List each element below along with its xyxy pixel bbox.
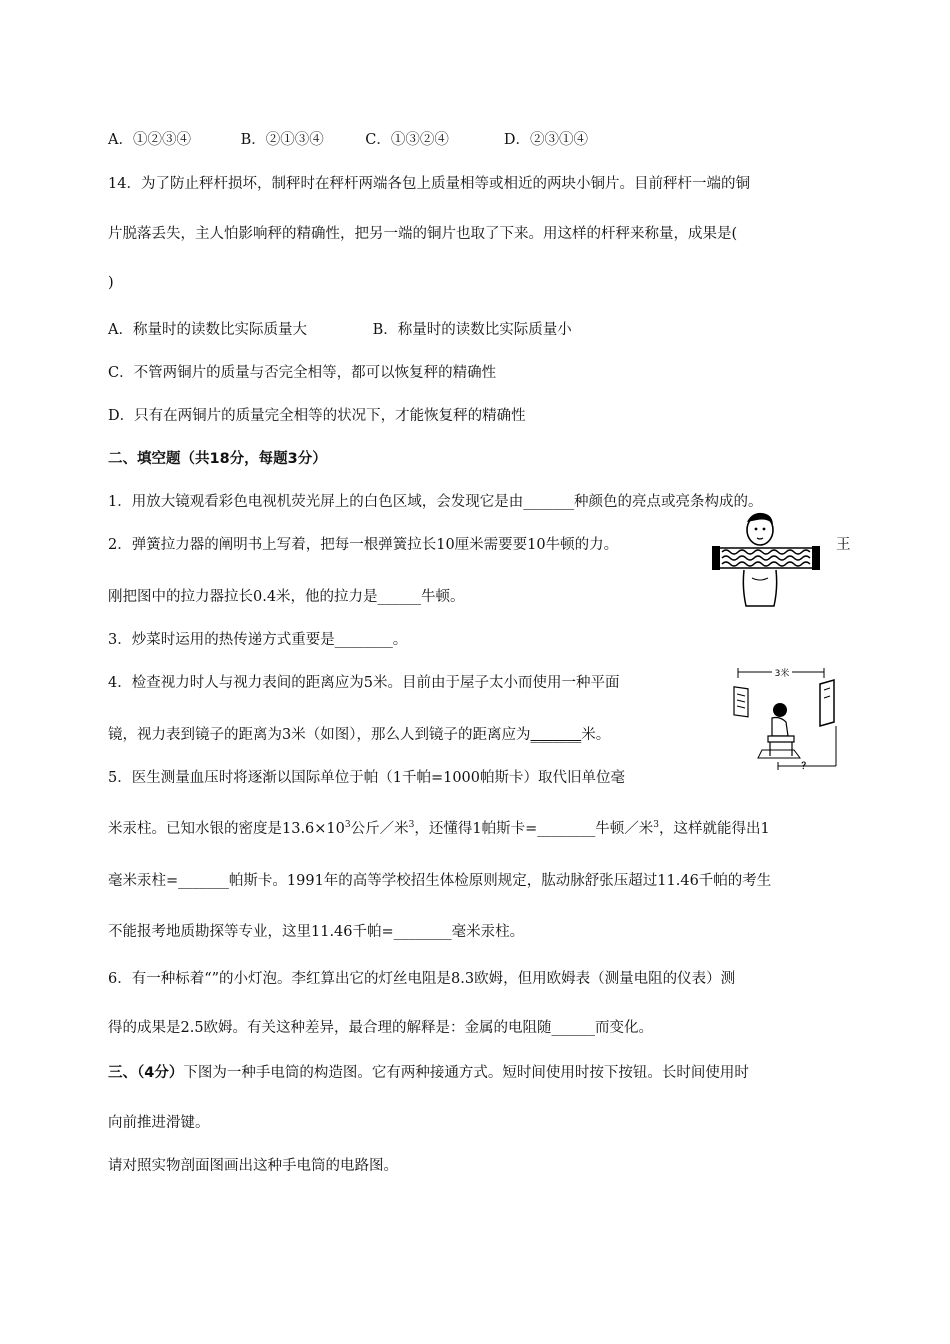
s2-q5-sup3: 3 [653, 820, 659, 831]
q13-option-d: D．②③①④ [503, 132, 588, 148]
q14-line3: ) [108, 275, 114, 291]
section2-title: 二、填空题（共18分，每题3分） [108, 451, 327, 467]
s2-q2-line2: 刚把图中的拉力器拉长0.4米，他的拉力是______牛顿。 [108, 589, 465, 605]
eye-dist-label: 3米 [774, 669, 790, 679]
s2-q5-line2 [108, 817, 770, 838]
q14-option-a: A．称量时的读数比实际质量大 [108, 322, 307, 338]
eye-test-figure [728, 664, 848, 776]
spring-expander-figure [712, 508, 822, 612]
q13-option-a: A．①②③④ [108, 132, 191, 148]
s2-q5-line1: 5．医生测量血压时将逐渐以国际单位于帕（1千帕=1000帕斯卡）取代旧单位毫 [108, 770, 625, 786]
s2-q5-sup1: 3 [344, 820, 351, 831]
q14-option-c: C．不管两铜片的质量与否完全相等，都可以恢复秤的精确性 [108, 365, 497, 381]
s2-q5-part1: 米汞柱。已知水银的密度是13.6×10 [108, 821, 345, 837]
s2-q2-wang: 王 [836, 537, 851, 553]
q14-option-d: D．只有在两铜片的质量完全相等的状况下，才能恢复秤的精确性 [108, 408, 526, 424]
s2-q4-blank: _______ [530, 727, 582, 743]
s2-q4-line2 [108, 723, 610, 744]
s2-q5-part4: ，这样就能得出1 [658, 821, 770, 837]
s3-head: 三、（4分） [108, 1065, 184, 1081]
q14-line2: 片脱落丢失，主人怕影响秤的精确性，把另一端的铜片也取了下来。用这样的杆秤来称量，成果是( [108, 226, 738, 242]
q13-options [108, 128, 588, 149]
s3-line2: 向前推进滑键。 [108, 1115, 210, 1131]
eye-q-label: ？ [801, 762, 811, 772]
s2-q5-part2: 公斤／米 [350, 821, 409, 837]
s2-q3: 3．炒菜时运用的热传递方式重要是________。 [108, 632, 408, 648]
s3-line3: 请对照实物剖面图画出这种手电筒的电路图。 [108, 1158, 398, 1174]
s2-q5-line4: 不能报考地质勘探等专业，这里11.46千帕=________毫米汞柱。 [108, 924, 525, 940]
q14-options-ab [108, 318, 572, 339]
q14-line1: 14．为了防止秤杆损坏，制秤时在秤杆两端各包上质量相等或相近的两块小铜片。目前秤杆一端的铜 [108, 176, 750, 192]
s2-q6-line1: 6．有一种标着“”的小灯泡。李红算出它的灯丝电阻是8.3欧姆，但用欧姆表（测量电阻的仪表）测 [108, 971, 736, 987]
s2-q6-line2: 得的成果是2.5欧姆。有关这种差异，最合理的解释是：金属的电阻随______而变化。 [108, 1020, 654, 1036]
s2-q4-unit: 米。 [581, 727, 611, 743]
s2-q5-line3: 毫米汞柱=_______帕斯卡。1991年的高等学校招生体检原则规定，肱动脉舒张压超过11.46千帕的考生 [108, 873, 772, 889]
s2-q4-line1: 4．检查视力时人与视力表间的距离应为5米。目前由于屋子太小而使用一种平面 [108, 675, 620, 691]
s3-line1 [108, 1061, 749, 1082]
q13-option-c: C．①③②④ [365, 132, 449, 148]
q13-option-b: B．②①③④ [240, 132, 324, 148]
s3-line1-rest: 下图为一种手电筒的构造图。它有两种接通方式。短时间使用时按下按钮。长时间使用时 [183, 1065, 749, 1081]
s2-q5-part3: ，还懂得1帕斯卡=________牛顿／米 [414, 821, 654, 837]
s2-q2-line1: 2．弹簧拉力器的阐明书上写着，把每一根弹簧拉长10厘米需要要10牛顿的力。 [108, 537, 619, 553]
q14-option-b: B．称量时的读数比实际质量小 [372, 322, 572, 338]
s2-q4-text: 镜，视力表到镜子的距离为3米（如图），那么人到镜子的距离应为 [108, 727, 531, 743]
s2-q1: 1．用放大镜观看彩色电视机荧光屏上的白色区域，会发现它是由_______种颜色的亮点或亮条构成的。 [108, 494, 763, 510]
s2-q5-sup2: 3 [408, 820, 415, 831]
